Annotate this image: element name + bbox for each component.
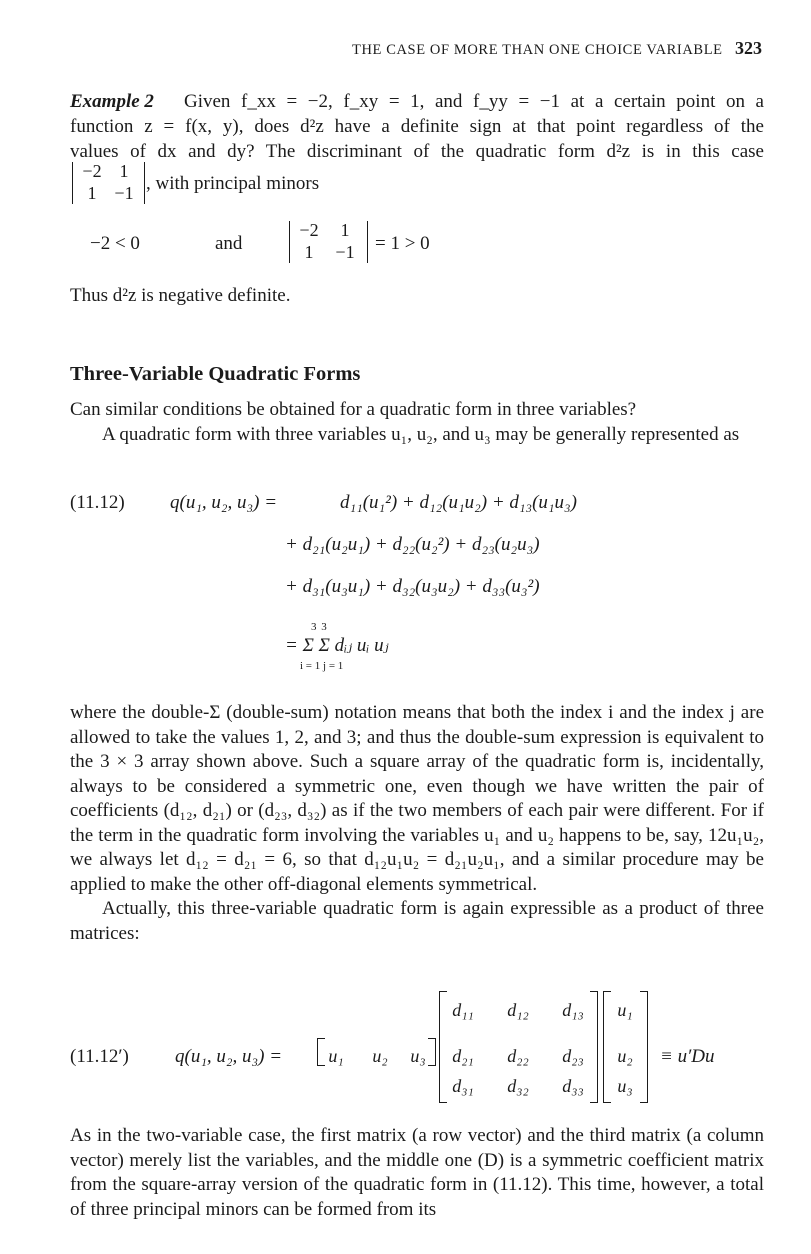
- equation-row-2: + d₂₁(u₂u₁) + d₂₂(u₂²) + d₂₃(u₂u₃): [285, 534, 540, 555]
- det2-cell-22: −1: [335, 242, 355, 262]
- section-heading: Three-Variable Quadratic Forms: [70, 363, 361, 385]
- d32: d₃₂: [507, 1076, 529, 1096]
- det-cell-21: 1: [87, 183, 97, 203]
- det2-cell-12: 1: [340, 220, 350, 240]
- equation-label-11-12-prime: (11.12′): [70, 1046, 129, 1067]
- d21: d₂₁: [452, 1046, 474, 1066]
- principal-minors-text: , with principal minors: [146, 173, 320, 194]
- det-cell-11: −2: [82, 161, 102, 181]
- equation-row-3: + d₃₁(u₃u₁) + d₃₂(u₃u₂) + d₃₃(u₃²): [285, 576, 540, 597]
- d31: d₃₁: [452, 1076, 474, 1096]
- paragraph-1: [70, 398, 764, 447]
- row-vector-u3: u₃: [410, 1046, 426, 1066]
- equation2-rhs: ≡ u′Du: [660, 1046, 715, 1067]
- conclusion: Thus d²z is negative definite.: [70, 285, 291, 306]
- col-vector-u1: u₁: [617, 1000, 633, 1020]
- col-vector-right-bracket: [640, 991, 648, 1103]
- example-line-2: function z = f(x, y), does d²z have a definite sign at that point regardless of the: [70, 116, 764, 137]
- d11: d₁₁: [452, 1000, 474, 1020]
- equation-row-1: d₁₁(u₁²) + d₁₂(u₁u₂) + d₁₃(u₁u₃): [340, 492, 577, 513]
- det-cell-12: 1: [119, 161, 129, 181]
- paragraph-3-text: where the double-Σ (double-sum) notation means that both the index i and the index j are allowed to take the values 1, 2, and 3; and thus the double-sum expression is equivalent to the 3 × 3 array shown above. Such a square array of the quadratic form is, incidentally, always to be considered a symmetric one, even though we have written the pair of coefficients (d₁₂, d₂₁) or (d₂₃, d₃₂) as if the two members of each pair were different. For if the term in the quadratic form involving the variables u₁ and u₂ happens to be, say, 12u₁u₂, we always let d₁₂ = d₂₁ = 6, so that d₁₂u₁u₂ = d₂₁u₂u₁, and a similar procedure may be applied to make the other off-diagonal elements symmetrical.: [70, 702, 764, 895]
- sum-lower-limits: i = 1 j = 1: [300, 660, 344, 672]
- d33: d₃₃: [562, 1076, 584, 1096]
- paragraph-2-text: A quadratic form with three variables u₁, u₂, and u₃ may be generally represented as: [102, 423, 740, 445]
- example-label: Example 2: [70, 91, 154, 112]
- page-number: 323: [735, 38, 762, 58]
- example-line-3: values of dx and dy? The discriminant of the quadratic form d²z is in this case: [70, 141, 764, 162]
- col-vector-u2: u₂: [617, 1046, 633, 1066]
- equation2-lhs: q(u₁, u₂, u₃) =: [175, 1046, 283, 1067]
- det2-result: = 1 > 0: [375, 233, 430, 254]
- equation-lhs: q(u₁, u₂, u₃) =: [170, 492, 278, 513]
- paragraph-5: [70, 1124, 764, 1222]
- paragraph-1-text: Can similar conditions be obtained for a quadratic form in three variables?: [70, 399, 637, 420]
- double-sum: = Σ Σ dᵢⱼ uᵢ uⱼ: [285, 635, 389, 656]
- sum-upper-limits: 3 3: [311, 621, 328, 633]
- minor-1: −2 < 0: [90, 233, 140, 254]
- det2-cell-21: 1: [304, 242, 314, 262]
- matrix-d-right-bracket: [590, 991, 598, 1103]
- equation-label-11-12: (11.12): [70, 492, 125, 513]
- det2-cell-11: −2: [299, 220, 319, 240]
- det2-right-bar: [367, 221, 368, 263]
- row-vector-u1: u₁: [328, 1046, 344, 1066]
- paragraph-4-text: Actually, this three-variable quadratic form is again expressible as a product of three matrices:: [70, 898, 764, 944]
- example-line-1: Given f_xx = −2, f_xy = 1, and f_yy = −1 at a certain point on a: [184, 91, 764, 112]
- paragraph-5-text: As in the two-variable case, the first matrix (a row vector) and the third matrix (a column vector) merely list the variables, and the middle one (D) is a symmetric coefficient matrix from the square-array version of the quadratic form in (11.12). This time, however, a total of three principal minors can be formed from its: [70, 1125, 764, 1220]
- running-header: THE CASE OF MORE THAN ONE CHOICE VARIABLE: [352, 42, 723, 58]
- row-vector-right-bracket: [428, 1038, 436, 1066]
- d12: d₁₂: [507, 1000, 529, 1020]
- d22: d₂₂: [507, 1046, 529, 1066]
- row-vector-u2: u₂: [372, 1046, 388, 1066]
- det-cell-22: −1: [114, 183, 134, 203]
- paragraph-3: [70, 701, 764, 946]
- d13: d₁₃: [562, 1000, 584, 1020]
- col-vector-u3: u₃: [617, 1076, 633, 1096]
- d23: d₂₃: [562, 1046, 584, 1066]
- and-text: and: [215, 233, 243, 254]
